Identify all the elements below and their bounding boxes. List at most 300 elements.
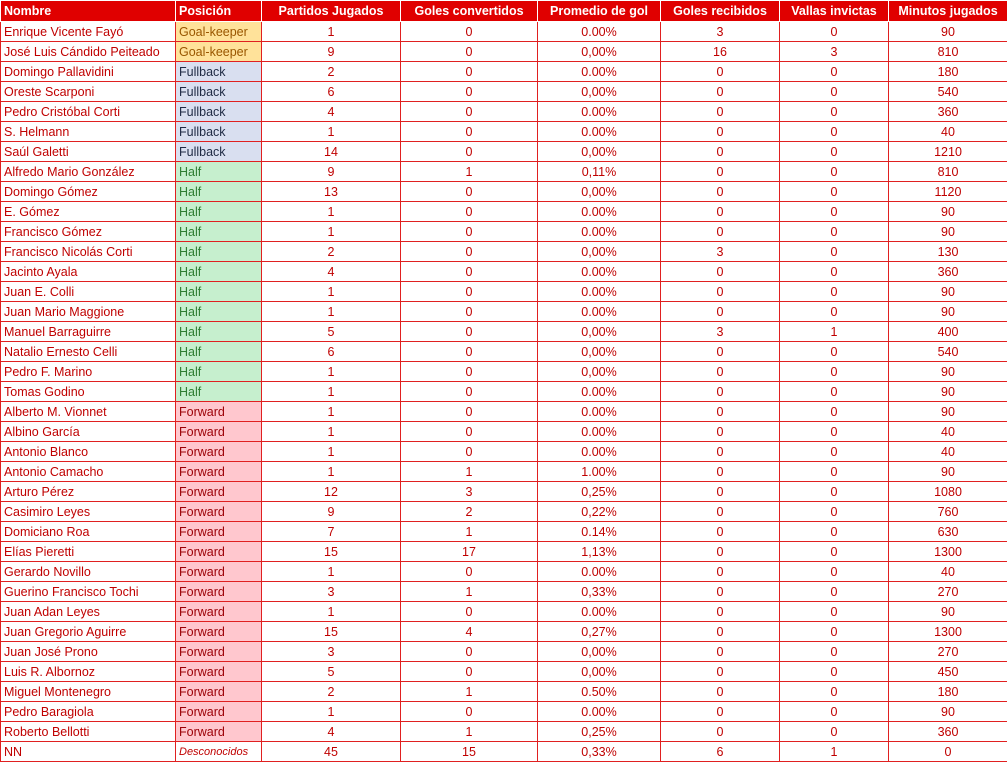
cell-partidos-jugados[interactable]: 1 [262,562,401,582]
cell-minutos-jugados[interactable]: 1210 [889,142,1007,162]
cell-posicion[interactable]: Half [176,182,262,202]
cell-nombre[interactable]: Francisco Nicolás Corti [1,242,176,262]
cell-goles-recibidos[interactable]: 0 [661,82,780,102]
cell-goles-recibidos[interactable]: 0 [661,642,780,662]
cell-posicion[interactable]: Half [176,322,262,342]
cell-promedio-de-gol[interactable]: 1,13% [538,542,661,562]
cell-vallas-invictas[interactable]: 0 [780,202,889,222]
cell-partidos-jugados[interactable]: 2 [262,62,401,82]
cell-goles-convertidos[interactable]: 1 [401,522,538,542]
cell-goles-recibidos[interactable]: 3 [661,242,780,262]
cell-vallas-invictas[interactable]: 0 [780,162,889,182]
cell-partidos-jugados[interactable]: 45 [262,742,401,762]
cell-goles-recibidos[interactable]: 0 [661,382,780,402]
cell-goles-recibidos[interactable]: 0 [661,142,780,162]
cell-nombre[interactable]: Jacinto Ayala [1,262,176,282]
cell-goles-convertidos[interactable]: 0 [401,402,538,422]
cell-vallas-invictas[interactable]: 0 [780,642,889,662]
cell-partidos-jugados[interactable]: 1 [262,402,401,422]
cell-nombre[interactable]: Juan Gregorio Aguirre [1,622,176,642]
cell-vallas-invictas[interactable]: 0 [780,122,889,142]
cell-partidos-jugados[interactable]: 1 [262,202,401,222]
header-vallas-invictas[interactable]: Vallas invictas [780,1,889,22]
cell-nombre[interactable]: Juan Adan Leyes [1,602,176,622]
cell-posicion[interactable]: Half [176,222,262,242]
cell-minutos-jugados[interactable]: 90 [889,462,1007,482]
cell-vallas-invictas[interactable]: 0 [780,222,889,242]
cell-nombre[interactable]: Natalio Ernesto Celli [1,342,176,362]
cell-goles-recibidos[interactable]: 0 [661,202,780,222]
cell-nombre[interactable]: Pedro Baragiola [1,702,176,722]
cell-partidos-jugados[interactable]: 15 [262,622,401,642]
cell-posicion[interactable]: Half [176,262,262,282]
cell-nombre[interactable]: Juan José Prono [1,642,176,662]
cell-goles-recibidos[interactable]: 0 [661,62,780,82]
cell-posicion[interactable]: Half [176,302,262,322]
cell-nombre[interactable]: Roberto Bellotti [1,722,176,742]
cell-goles-recibidos[interactable]: 0 [661,522,780,542]
cell-partidos-jugados[interactable]: 5 [262,322,401,342]
cell-nombre[interactable]: Juan E. Colli [1,282,176,302]
cell-vallas-invictas[interactable]: 0 [780,542,889,562]
cell-goles-convertidos[interactable]: 0 [401,382,538,402]
cell-promedio-de-gol[interactable]: 0,00% [538,662,661,682]
cell-promedio-de-gol[interactable]: 0,00% [538,42,661,62]
cell-goles-convertidos[interactable]: 0 [401,182,538,202]
cell-minutos-jugados[interactable]: 130 [889,242,1007,262]
cell-posicion[interactable]: Desconocidos [176,742,262,762]
cell-partidos-jugados[interactable]: 1 [262,442,401,462]
cell-goles-convertidos[interactable]: 0 [401,422,538,442]
cell-nombre[interactable]: Alberto M. Vionnet [1,402,176,422]
cell-goles-convertidos[interactable]: 0 [401,562,538,582]
cell-minutos-jugados[interactable]: 90 [889,382,1007,402]
cell-promedio-de-gol[interactable]: 0.00% [538,602,661,622]
cell-promedio-de-gol[interactable]: 0,00% [538,322,661,342]
cell-vallas-invictas[interactable]: 0 [780,702,889,722]
cell-goles-convertidos[interactable]: 0 [401,342,538,362]
cell-minutos-jugados[interactable]: 90 [889,282,1007,302]
cell-goles-recibidos[interactable]: 0 [661,722,780,742]
cell-partidos-jugados[interactable]: 1 [262,422,401,442]
cell-posicion[interactable]: Half [176,342,262,362]
cell-goles-convertidos[interactable]: 0 [401,42,538,62]
cell-vallas-invictas[interactable]: 0 [780,462,889,482]
cell-goles-recibidos[interactable]: 0 [661,682,780,702]
cell-partidos-jugados[interactable]: 4 [262,722,401,742]
cell-promedio-de-gol[interactable]: 0,25% [538,722,661,742]
cell-promedio-de-gol[interactable]: 0.00% [538,102,661,122]
cell-promedio-de-gol[interactable]: 0.14% [538,522,661,542]
cell-goles-convertidos[interactable]: 0 [401,62,538,82]
cell-goles-recibidos[interactable]: 0 [661,562,780,582]
cell-vallas-invictas[interactable]: 0 [780,262,889,282]
cell-vallas-invictas[interactable]: 0 [780,602,889,622]
cell-goles-convertidos[interactable]: 0 [401,102,538,122]
cell-promedio-de-gol[interactable]: 0.00% [538,562,661,582]
cell-goles-recibidos[interactable]: 0 [661,422,780,442]
cell-nombre[interactable]: Pedro Cristóbal Corti [1,102,176,122]
cell-nombre[interactable]: Guerino Francisco Tochi [1,582,176,602]
cell-posicion[interactable]: Half [176,382,262,402]
cell-nombre[interactable]: Miguel Montenegro [1,682,176,702]
cell-goles-convertidos[interactable]: 1 [401,462,538,482]
cell-vallas-invictas[interactable]: 0 [780,82,889,102]
cell-promedio-de-gol[interactable]: 0.00% [538,22,661,42]
cell-goles-recibidos[interactable]: 0 [661,282,780,302]
cell-goles-convertidos[interactable]: 0 [401,442,538,462]
cell-vallas-invictas[interactable]: 0 [780,682,889,702]
cell-vallas-invictas[interactable]: 0 [780,382,889,402]
cell-nombre[interactable]: Domiciano Roa [1,522,176,542]
cell-vallas-invictas[interactable]: 0 [780,422,889,442]
cell-minutos-jugados[interactable]: 1300 [889,542,1007,562]
cell-minutos-jugados[interactable]: 180 [889,682,1007,702]
cell-goles-convertidos[interactable]: 0 [401,82,538,102]
cell-minutos-jugados[interactable]: 40 [889,442,1007,462]
cell-goles-recibidos[interactable]: 0 [661,342,780,362]
cell-posicion[interactable]: Half [176,242,262,262]
cell-goles-recibidos[interactable]: 0 [661,222,780,242]
cell-minutos-jugados[interactable]: 810 [889,42,1007,62]
cell-nombre[interactable]: Manuel Barraguirre [1,322,176,342]
cell-partidos-jugados[interactable]: 1 [262,282,401,302]
cell-goles-recibidos[interactable]: 0 [661,602,780,622]
cell-minutos-jugados[interactable]: 40 [889,122,1007,142]
cell-minutos-jugados[interactable]: 360 [889,262,1007,282]
cell-goles-convertidos[interactable]: 0 [401,122,538,142]
cell-minutos-jugados[interactable]: 450 [889,662,1007,682]
cell-partidos-jugados[interactable]: 1 [262,22,401,42]
cell-posicion[interactable]: Fullback [176,142,262,162]
cell-partidos-jugados[interactable]: 15 [262,542,401,562]
cell-promedio-de-gol[interactable]: 0.00% [538,702,661,722]
cell-partidos-jugados[interactable]: 1 [262,302,401,322]
cell-goles-recibidos[interactable]: 6 [661,742,780,762]
header-nombre[interactable]: Nombre [1,1,176,22]
cell-minutos-jugados[interactable]: 0 [889,742,1007,762]
cell-nombre[interactable]: Antonio Blanco [1,442,176,462]
cell-goles-recibidos[interactable]: 0 [661,462,780,482]
cell-posicion[interactable]: Forward [176,442,262,462]
header-promedio-de-gol[interactable]: Promedio de gol [538,1,661,22]
cell-partidos-jugados[interactable]: 1 [262,602,401,622]
cell-promedio-de-gol[interactable]: 0.00% [538,402,661,422]
cell-partidos-jugados[interactable]: 1 [262,462,401,482]
cell-partidos-jugados[interactable]: 4 [262,102,401,122]
cell-posicion[interactable]: Forward [176,502,262,522]
cell-partidos-jugados[interactable]: 1 [262,222,401,242]
cell-goles-convertidos[interactable]: 0 [401,202,538,222]
cell-vallas-invictas[interactable]: 0 [780,722,889,742]
cell-partidos-jugados[interactable]: 13 [262,182,401,202]
cell-nombre[interactable]: Arturo Pérez [1,482,176,502]
cell-promedio-de-gol[interactable]: 0,00% [538,342,661,362]
cell-goles-convertidos[interactable]: 0 [401,142,538,162]
cell-vallas-invictas[interactable]: 3 [780,42,889,62]
cell-nombre[interactable]: José Luis Cándido Peiteado [1,42,176,62]
cell-vallas-invictas[interactable]: 1 [780,742,889,762]
cell-vallas-invictas[interactable]: 0 [780,302,889,322]
cell-partidos-jugados[interactable]: 4 [262,262,401,282]
cell-nombre[interactable]: Enrique Vicente Fayó [1,22,176,42]
cell-promedio-de-gol[interactable]: 0,11% [538,162,661,182]
cell-partidos-jugados[interactable]: 6 [262,342,401,362]
cell-posicion[interactable]: Forward [176,582,262,602]
cell-nombre[interactable]: Francisco Gómez [1,222,176,242]
cell-vallas-invictas[interactable]: 0 [780,662,889,682]
cell-promedio-de-gol[interactable]: 0,00% [538,242,661,262]
cell-posicion[interactable]: Forward [176,542,262,562]
cell-vallas-invictas[interactable]: 0 [780,582,889,602]
cell-goles-convertidos[interactable]: 1 [401,682,538,702]
cell-posicion[interactable]: Goal-keeper [176,42,262,62]
cell-goles-recibidos[interactable]: 0 [661,582,780,602]
cell-goles-convertidos[interactable]: 0 [401,662,538,682]
cell-minutos-jugados[interactable]: 90 [889,602,1007,622]
cell-vallas-invictas[interactable]: 0 [780,62,889,82]
cell-promedio-de-gol[interactable]: 1.00% [538,462,661,482]
cell-goles-convertidos[interactable]: 0 [401,702,538,722]
cell-goles-recibidos[interactable]: 0 [661,542,780,562]
cell-nombre[interactable]: Elías Pieretti [1,542,176,562]
cell-minutos-jugados[interactable]: 40 [889,562,1007,582]
cell-goles-convertidos[interactable]: 15 [401,742,538,762]
cell-nombre[interactable]: Saúl Galetti [1,142,176,162]
cell-promedio-de-gol[interactable]: 0,00% [538,142,661,162]
cell-vallas-invictas[interactable]: 0 [780,562,889,582]
cell-minutos-jugados[interactable]: 360 [889,722,1007,742]
cell-promedio-de-gol[interactable]: 0,22% [538,502,661,522]
cell-vallas-invictas[interactable]: 0 [780,402,889,422]
cell-promedio-de-gol[interactable]: 0,00% [538,82,661,102]
cell-minutos-jugados[interactable]: 90 [889,202,1007,222]
cell-nombre[interactable]: NN [1,742,176,762]
cell-partidos-jugados[interactable]: 5 [262,662,401,682]
cell-goles-convertidos[interactable]: 0 [401,302,538,322]
cell-goles-convertidos[interactable]: 0 [401,262,538,282]
cell-minutos-jugados[interactable]: 40 [889,422,1007,442]
header-partidos-jugados[interactable]: Partidos Jugados [262,1,401,22]
cell-vallas-invictas[interactable]: 0 [780,102,889,122]
cell-goles-recibidos[interactable]: 0 [661,402,780,422]
cell-posicion[interactable]: Forward [176,702,262,722]
cell-nombre[interactable]: E. Gómez [1,202,176,222]
cell-goles-recibidos[interactable]: 16 [661,42,780,62]
cell-partidos-jugados[interactable]: 7 [262,522,401,542]
cell-nombre[interactable]: Antonio Camacho [1,462,176,482]
cell-vallas-invictas[interactable]: 0 [780,142,889,162]
cell-minutos-jugados[interactable]: 270 [889,642,1007,662]
cell-minutos-jugados[interactable]: 540 [889,342,1007,362]
cell-posicion[interactable]: Half [176,162,262,182]
cell-minutos-jugados[interactable]: 90 [889,22,1007,42]
cell-promedio-de-gol[interactable]: 0,00% [538,642,661,662]
cell-posicion[interactable]: Forward [176,482,262,502]
cell-minutos-jugados[interactable]: 760 [889,502,1007,522]
cell-minutos-jugados[interactable]: 630 [889,522,1007,542]
cell-goles-recibidos[interactable]: 3 [661,22,780,42]
cell-nombre[interactable]: S. Helmann [1,122,176,142]
cell-minutos-jugados[interactable]: 180 [889,62,1007,82]
cell-promedio-de-gol[interactable]: 0,33% [538,742,661,762]
cell-goles-convertidos[interactable]: 1 [401,162,538,182]
cell-partidos-jugados[interactable]: 2 [262,682,401,702]
cell-promedio-de-gol[interactable]: 0,33% [538,582,661,602]
cell-minutos-jugados[interactable]: 90 [889,302,1007,322]
cell-goles-convertidos[interactable]: 0 [401,242,538,262]
cell-nombre[interactable]: Oreste Scarponi [1,82,176,102]
cell-promedio-de-gol[interactable]: 0.50% [538,682,661,702]
cell-promedio-de-gol[interactable]: 0.00% [538,222,661,242]
header-goles-recibidos[interactable]: Goles recibidos [661,1,780,22]
cell-posicion[interactable]: Half [176,362,262,382]
cell-vallas-invictas[interactable]: 0 [780,362,889,382]
cell-partidos-jugados[interactable]: 3 [262,582,401,602]
header-minutos-jugados[interactable]: Minutos jugados [889,1,1007,22]
cell-nombre[interactable]: Tomas Godino [1,382,176,402]
cell-partidos-jugados[interactable]: 1 [262,362,401,382]
cell-posicion[interactable]: Fullback [176,122,262,142]
cell-posicion[interactable]: Fullback [176,62,262,82]
cell-posicion[interactable]: Forward [176,682,262,702]
cell-goles-convertidos[interactable]: 0 [401,642,538,662]
cell-promedio-de-gol[interactable]: 0,00% [538,362,661,382]
cell-goles-convertidos[interactable]: 0 [401,282,538,302]
cell-nombre[interactable]: Albino García [1,422,176,442]
cell-vallas-invictas[interactable]: 0 [780,522,889,542]
cell-nombre[interactable]: Gerardo Novillo [1,562,176,582]
cell-posicion[interactable]: Forward [176,622,262,642]
cell-goles-recibidos[interactable]: 0 [661,502,780,522]
cell-minutos-jugados[interactable]: 90 [889,702,1007,722]
cell-posicion[interactable]: Forward [176,562,262,582]
cell-promedio-de-gol[interactable]: 0.00% [538,382,661,402]
cell-partidos-jugados[interactable]: 2 [262,242,401,262]
cell-posicion[interactable]: Half [176,202,262,222]
cell-minutos-jugados[interactable]: 400 [889,322,1007,342]
cell-vallas-invictas[interactable]: 0 [780,22,889,42]
cell-partidos-jugados[interactable]: 1 [262,122,401,142]
cell-partidos-jugados[interactable]: 6 [262,82,401,102]
cell-minutos-jugados[interactable]: 90 [889,362,1007,382]
cell-minutos-jugados[interactable]: 540 [889,82,1007,102]
cell-promedio-de-gol[interactable]: 0.00% [538,442,661,462]
cell-goles-recibidos[interactable]: 0 [661,622,780,642]
cell-posicion[interactable]: Fullback [176,102,262,122]
cell-posicion[interactable]: Forward [176,642,262,662]
cell-vallas-invictas[interactable]: 0 [780,342,889,362]
cell-goles-convertidos[interactable]: 0 [401,322,538,342]
cell-goles-recibidos[interactable]: 0 [661,182,780,202]
cell-minutos-jugados[interactable]: 1080 [889,482,1007,502]
cell-goles-recibidos[interactable]: 0 [661,482,780,502]
cell-goles-recibidos[interactable]: 0 [661,162,780,182]
cell-goles-convertidos[interactable]: 1 [401,582,538,602]
cell-nombre[interactable]: Luis R. Albornoz [1,662,176,682]
cell-vallas-invictas[interactable]: 0 [780,482,889,502]
cell-goles-recibidos[interactable]: 0 [661,442,780,462]
cell-goles-recibidos[interactable]: 0 [661,302,780,322]
cell-goles-recibidos[interactable]: 0 [661,122,780,142]
cell-goles-convertidos[interactable]: 0 [401,362,538,382]
cell-partidos-jugados[interactable]: 9 [262,42,401,62]
cell-goles-convertidos[interactable]: 1 [401,722,538,742]
cell-goles-convertidos[interactable]: 0 [401,222,538,242]
header-posicion[interactable]: Posición [176,1,262,22]
cell-nombre[interactable]: Alfredo Mario González [1,162,176,182]
cell-promedio-de-gol[interactable]: 0,00% [538,182,661,202]
cell-minutos-jugados[interactable]: 270 [889,582,1007,602]
cell-vallas-invictas[interactable]: 0 [780,622,889,642]
cell-partidos-jugados[interactable]: 1 [262,702,401,722]
cell-promedio-de-gol[interactable]: 0,25% [538,482,661,502]
cell-promedio-de-gol[interactable]: 0.00% [538,262,661,282]
cell-promedio-de-gol[interactable]: 0,27% [538,622,661,642]
cell-goles-recibidos[interactable]: 0 [661,102,780,122]
cell-nombre[interactable]: Juan Mario Maggione [1,302,176,322]
cell-goles-recibidos[interactable]: 0 [661,262,780,282]
cell-vallas-invictas[interactable]: 1 [780,322,889,342]
cell-posicion[interactable]: Forward [176,662,262,682]
cell-partidos-jugados[interactable]: 9 [262,162,401,182]
cell-promedio-de-gol[interactable]: 0.00% [538,62,661,82]
cell-goles-recibidos[interactable]: 0 [661,362,780,382]
cell-posicion[interactable]: Forward [176,402,262,422]
cell-promedio-de-gol[interactable]: 0.00% [538,282,661,302]
cell-goles-recibidos[interactable]: 0 [661,702,780,722]
cell-goles-convertidos[interactable]: 2 [401,502,538,522]
cell-vallas-invictas[interactable]: 0 [780,182,889,202]
cell-minutos-jugados[interactable]: 1300 [889,622,1007,642]
header-goles-convertidos[interactable]: Goles convertidos [401,1,538,22]
cell-promedio-de-gol[interactable]: 0.00% [538,202,661,222]
cell-posicion[interactable]: Forward [176,422,262,442]
cell-promedio-de-gol[interactable]: 0.00% [538,422,661,442]
cell-goles-convertidos[interactable]: 4 [401,622,538,642]
cell-vallas-invictas[interactable]: 0 [780,242,889,262]
cell-partidos-jugados[interactable]: 1 [262,382,401,402]
cell-promedio-de-gol[interactable]: 0.00% [538,302,661,322]
cell-posicion[interactable]: Forward [176,722,262,742]
cell-vallas-invictas[interactable]: 0 [780,282,889,302]
cell-partidos-jugados[interactable]: 3 [262,642,401,662]
cell-goles-recibidos[interactable]: 3 [661,322,780,342]
cell-nombre[interactable]: Pedro F. Marino [1,362,176,382]
cell-minutos-jugados[interactable]: 90 [889,402,1007,422]
cell-minutos-jugados[interactable]: 90 [889,222,1007,242]
cell-goles-convertidos[interactable]: 3 [401,482,538,502]
cell-posicion[interactable]: Half [176,282,262,302]
cell-promedio-de-gol[interactable]: 0.00% [538,122,661,142]
cell-nombre[interactable]: Casimiro Leyes [1,502,176,522]
cell-posicion[interactable]: Forward [176,522,262,542]
cell-posicion[interactable]: Fullback [176,82,262,102]
cell-vallas-invictas[interactable]: 0 [780,442,889,462]
cell-goles-convertidos[interactable]: 0 [401,22,538,42]
cell-goles-convertidos[interactable]: 17 [401,542,538,562]
cell-posicion[interactable]: Forward [176,602,262,622]
cell-posicion[interactable]: Forward [176,462,262,482]
cell-nombre[interactable]: Domingo Pallavidini [1,62,176,82]
cell-minutos-jugados[interactable]: 360 [889,102,1007,122]
cell-nombre[interactable]: Domingo Gómez [1,182,176,202]
cell-posicion[interactable]: Goal-keeper [176,22,262,42]
cell-vallas-invictas[interactable]: 0 [780,502,889,522]
cell-goles-convertidos[interactable]: 0 [401,602,538,622]
cell-minutos-jugados[interactable]: 1120 [889,182,1007,202]
cell-partidos-jugados[interactable]: 12 [262,482,401,502]
